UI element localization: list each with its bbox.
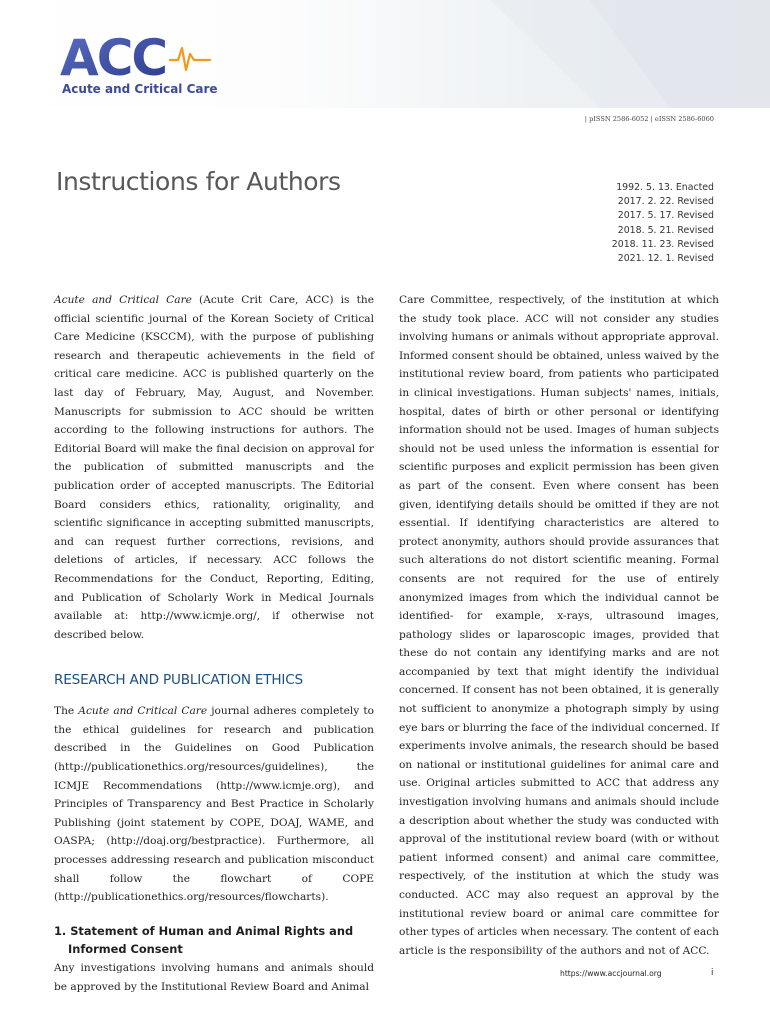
consent-paragraph-start: Any investigations involving humans and animals should be approved by the Institutional Review Board and Animal (54, 962, 374, 993)
section-heading-ethics: RESEARCH AND PUBLICATION ETHICS (54, 672, 303, 689)
journal-name: Acute and Critical Care (78, 705, 208, 718)
journal-name: Acute and Critical Care (54, 294, 192, 306)
history-line: 2018. 5. 21. Revised (617, 224, 714, 236)
subsection-heading (54, 922, 374, 959)
ethics-prefix: The (54, 705, 79, 718)
page-title: Instructions for Authors (56, 166, 341, 196)
history-line: 1992. 5. 13. Enacted (616, 182, 714, 193)
consent-paragraph-continued: Care Committee, respectively, of the institution at which the study took place. ACC will not consider any studies involving humans or animals without appropriate approval. Informed consent should be obtained, unless waived by the institutional review board, from patients who participated in clinical investigations. Human subjects' names, initials, hospital, dates of birth or other personal or identifying information should not be used. Images of human subjects should not be used unless the information is essential for scientific purposes and explicit permission has been given as part of the consent. Even where consent has been given, identifying details should be omitted if they are not essential. If identifying characteristics are altered to protect anonymity, authors should provide assurances that such alterations do not distort scientific meaning. Formal consents are not required for the use of entirely anonymized images from which the individual cannot be identified- for example, x-rays, ultrasound images, pathology slides or laparoscopic images, provided that these do not contain any identifying marks and are not accompanied by text that might identify the individual concerned. If consent has not been obtained, it is generally not sufficient to anonymize a photograph simply by using eye bars or blurring the face of the individual concerned. If experiments involve animals, the research should be based on national or institutional guidelines for animal care and use. Original articles submitted to ACC that address any investigation involving humans and animals should include a description about whether the study was conducted with approval of the institutional review board (with or without patient informed consent) and animal care committee, respectively, of the institution at which the study was conducted. ACC may also request an approval by the institutional review board or animal care committee for other types of articles when necessary. The content of each article is the responsibility of the authors and not of ACC. (399, 294, 719, 957)
left-column (54, 291, 374, 996)
intro-text: (Acute Crit Care, ACC) is the official scientific journal of the Korean Society of Critical Care Medicine (KSCCM), with the purpose of publishing research and therapeutic achievements in the field of critical care medicine. ACC is published quarterly on the last day of February, May, August, and November. Manuscripts for submission to ACC should be written according to the following instructions for authors. The Editorial Board will make the final decision on approval for the publication of submitted manuscripts and the publication order of accepted manuscripts. The Editorial Board considers ethics, rationality, originality, and scientific significance in accepting submitted manuscripts, and can request further corrections, revisions, and deletions of articles, if necessary. ACC follows the Recommendations for the Conduct, Reporting, Editing, and Publication of Scholarly Work in Medical Journals available at: http://www.icmje.org/, if otherwise not described below. (54, 294, 374, 641)
ethics-paragraph (54, 702, 374, 907)
issn-line: | pISSN 2586-6052 | eISSN 2586-6060 (584, 115, 714, 123)
history-line: 2017. 2. 22. Revised (617, 196, 714, 208)
ethics-text: journal adheres completely to the ethical guidelines for research and publication described in the Guidelines on Good Publication (http://publicationethics.org/resources/guidelines), the ICMJE Recommendations (http://www.icmje.org), and Principles of Transparency and Best Practice in Scholarly Publishing (joint statement by COPE, DOAJ, WAME, and OASPA; (http://doaj.org/bestpractice). Furthermore, all processes addressing research and publication misconduct shall follow the flowchart of COPE (http://publicationethics.org/resources/flowcharts). (54, 705, 374, 904)
intro-paragraph (54, 291, 374, 644)
history-line: 2021. 12. 1. Revised (617, 253, 714, 265)
history-line: 2018. 11. 23. Revised (611, 238, 714, 250)
logo-subtitle: Acute and Critical Care (62, 82, 218, 96)
right-column (399, 291, 719, 960)
logo-wordmark: ACC (60, 30, 167, 87)
revision-history (554, 181, 714, 266)
page-number: i (711, 968, 714, 978)
subsection-heading-line1: 1. Statement of Human and Animal Rights and (54, 923, 354, 938)
subsection-heading-line2: Informed Consent (68, 942, 183, 957)
header-decoration (430, 0, 770, 108)
history-line: 2017. 5. 17. Revised (617, 210, 714, 222)
footer-url: https://www.accjournal.org (560, 969, 662, 978)
heartbeat-line-icon (170, 48, 210, 70)
